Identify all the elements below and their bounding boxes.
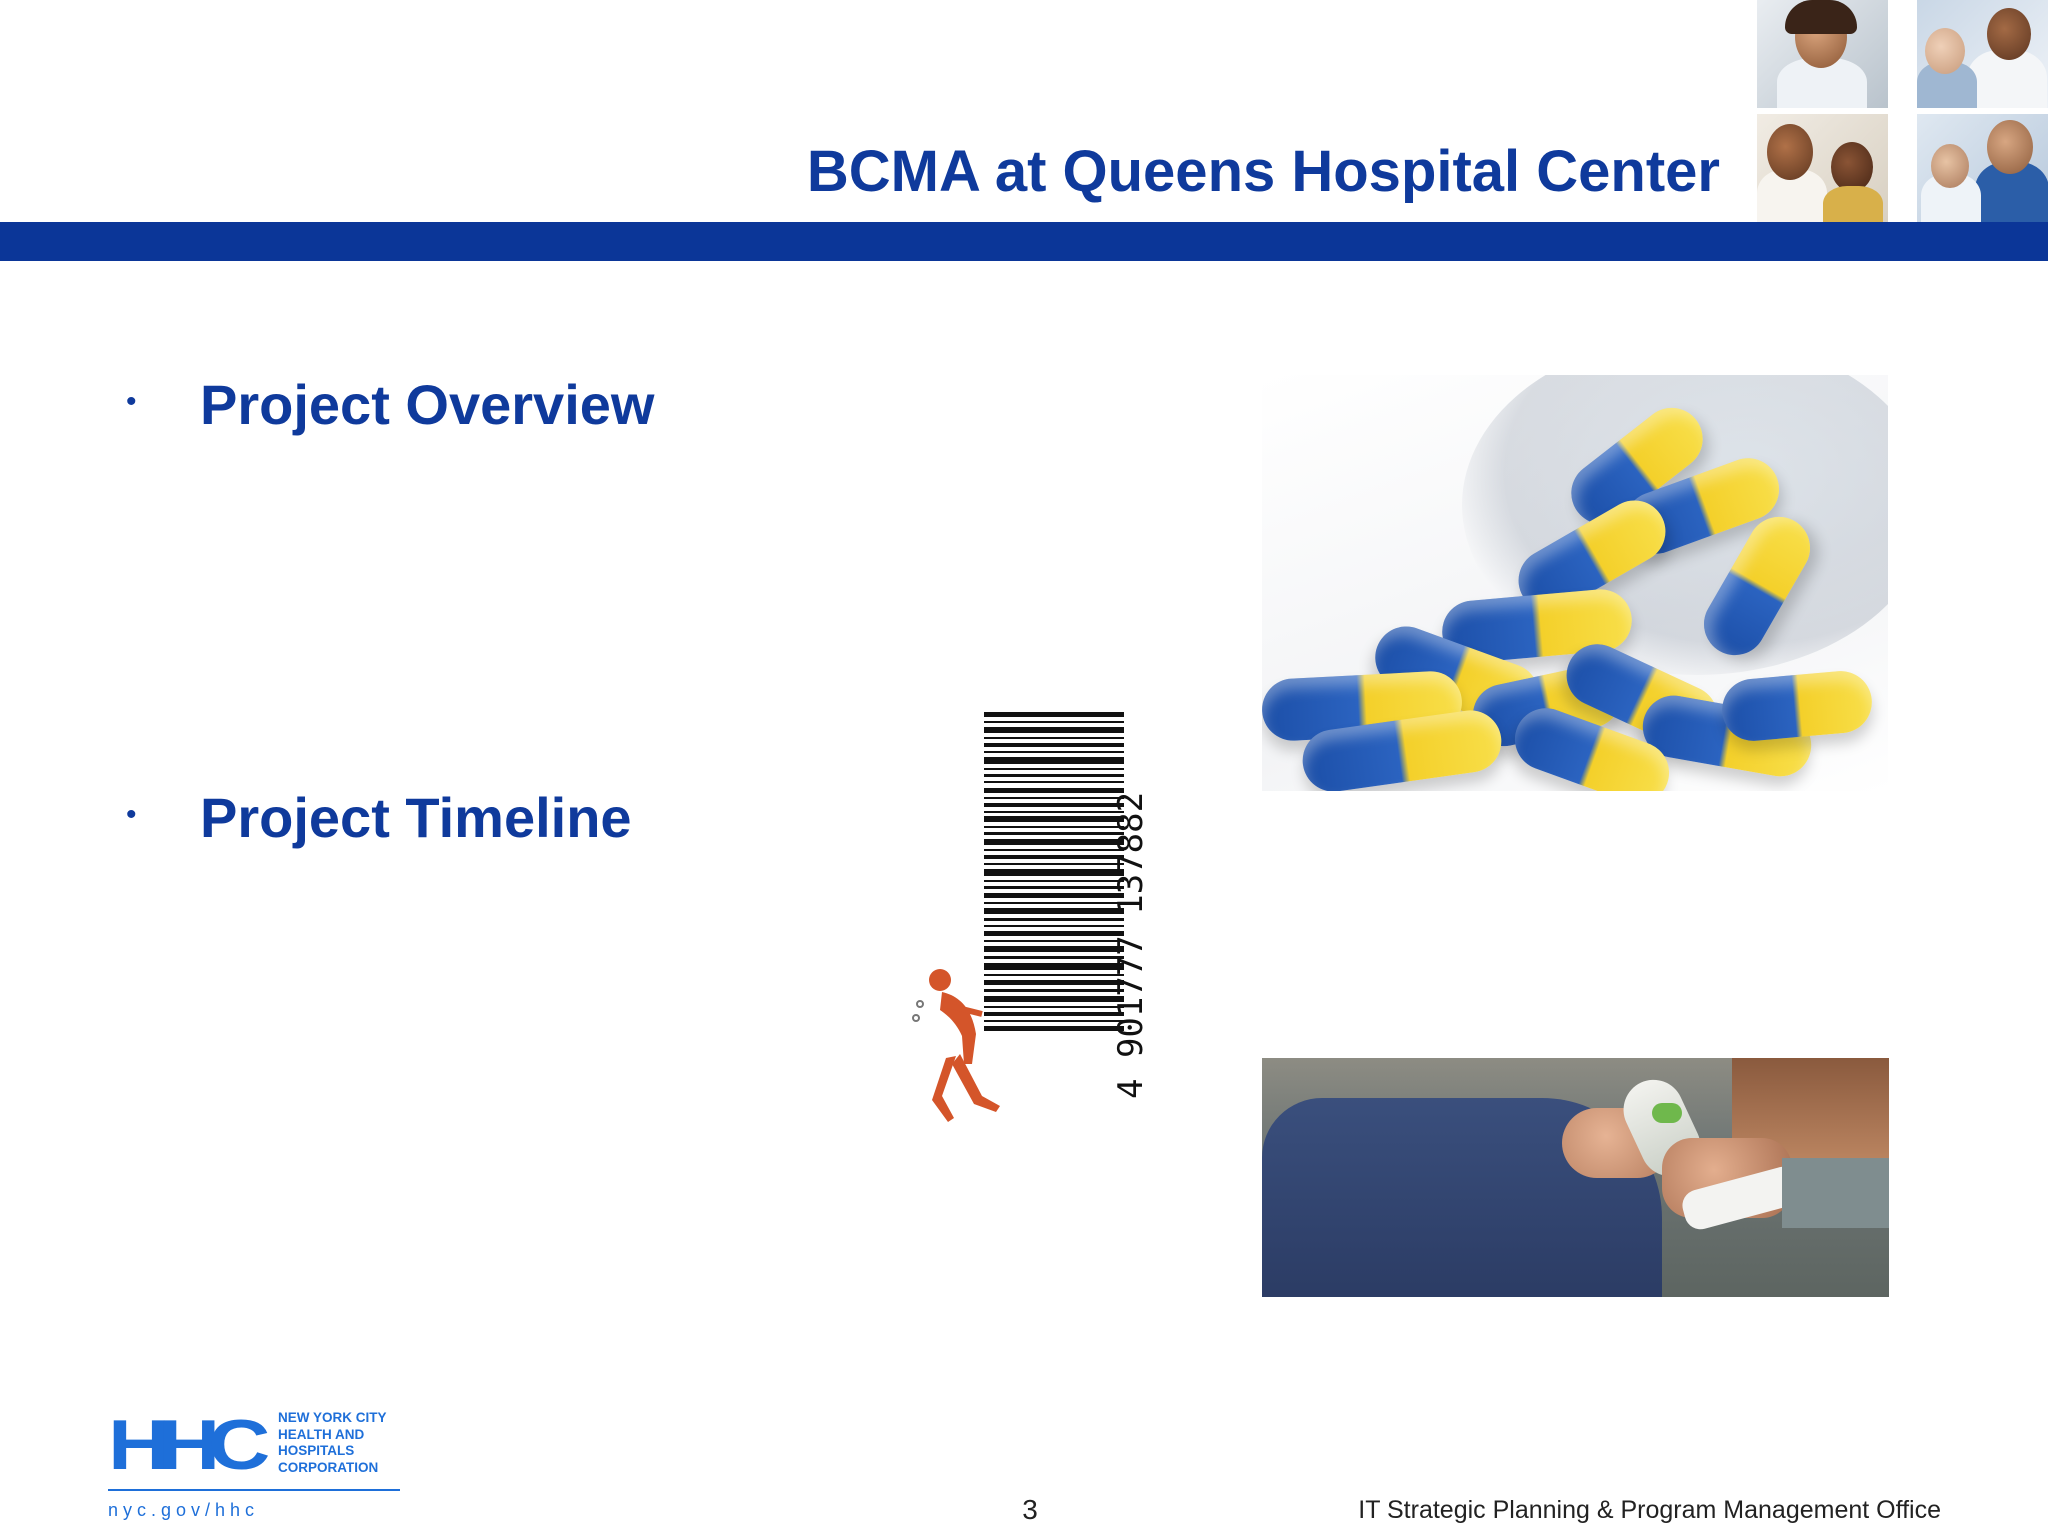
footer-office-name: IT Strategic Planning & Program Management Office (1358, 1496, 1941, 1524)
photo-nurse-elderly (1917, 0, 2048, 108)
bullet-project-timeline: Project Timeline (200, 786, 632, 849)
hhc-logo-mark: HHC (108, 1405, 259, 1485)
header-band (0, 222, 2048, 261)
hhc-logo-text: NEW YORK CITY HEALTH AND HOSPITALS CORPORATION (278, 1410, 387, 1475)
barcode-digits: 4 901777 137882 (1111, 791, 1151, 1099)
hhc-logo-rule (108, 1489, 400, 1491)
pills-photo (1262, 375, 1888, 791)
photo-nurse-patients (1917, 114, 2048, 222)
barcode-illustration (912, 704, 1152, 1134)
slide-title: BCMA at Queens Hospital Center (806, 139, 1720, 204)
bullet-marker: • (126, 385, 137, 418)
photo-doctor-stethoscope (1757, 0, 1888, 108)
wristband-scan-photo (1262, 1058, 1889, 1297)
photo-pediatric-exam (1757, 114, 1888, 222)
hhc-logo (108, 1400, 408, 1520)
page-number: 3 (1022, 1494, 1038, 1525)
hhc-url: nyc.gov/hhc (108, 1500, 260, 1520)
header-photo-collage (1757, 0, 2048, 222)
bullet-project-overview: Project Overview (200, 373, 655, 436)
bullet-marker: • (126, 798, 137, 831)
barcode-bars (984, 712, 1124, 1031)
